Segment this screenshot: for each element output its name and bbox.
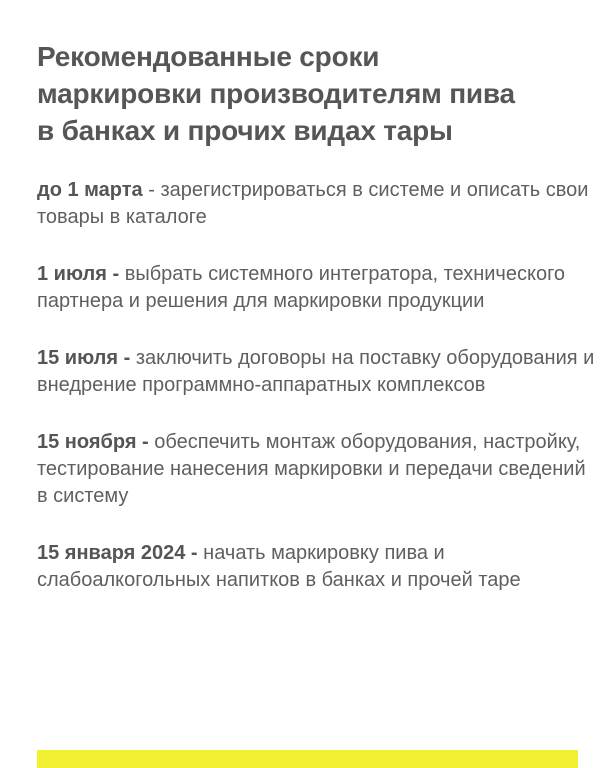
deadline-item-july-15: [37, 345, 597, 399]
deadline-item-march: [37, 177, 597, 231]
deadline-item-november: [37, 429, 597, 510]
deadline-item-july-1: [37, 261, 597, 315]
deadline-text: начать маркировку пива и слабоалкогольных напитков в банках и прочей таре: [37, 542, 521, 591]
title-line-1: Рекомендованные сроки: [37, 41, 380, 72]
deadline-date: 1 июля -: [37, 263, 120, 285]
accent-bar: [37, 750, 578, 768]
deadline-text: - зарегистрироваться в системе и описать свои товары в каталоге: [37, 179, 589, 228]
deadline-item-january: [37, 540, 597, 594]
deadline-date: до 1 марта: [37, 179, 143, 201]
title-line-2: маркировки производителям пива: [37, 78, 515, 109]
deadline-date: 15 ноября -: [37, 431, 149, 453]
deadline-list: [37, 177, 597, 624]
deadline-text: выбрать системного интегратора, технического партнера и решения для маркировки продукции: [37, 263, 566, 312]
deadline-text: заключить договоры на поставку оборудования и внедрение программно-аппаратных комплексов: [37, 347, 595, 396]
deadline-date: 15 июля -: [37, 347, 131, 369]
deadline-text: обеспечить монтаж оборудования, настройку, тестирование нанесения маркировки и передачи сведений в систему: [37, 431, 586, 507]
page-title: [37, 38, 597, 149]
title-line-3: в банках и прочих видах тары: [37, 115, 453, 146]
deadline-date: 15 января 2024 -: [37, 542, 198, 564]
